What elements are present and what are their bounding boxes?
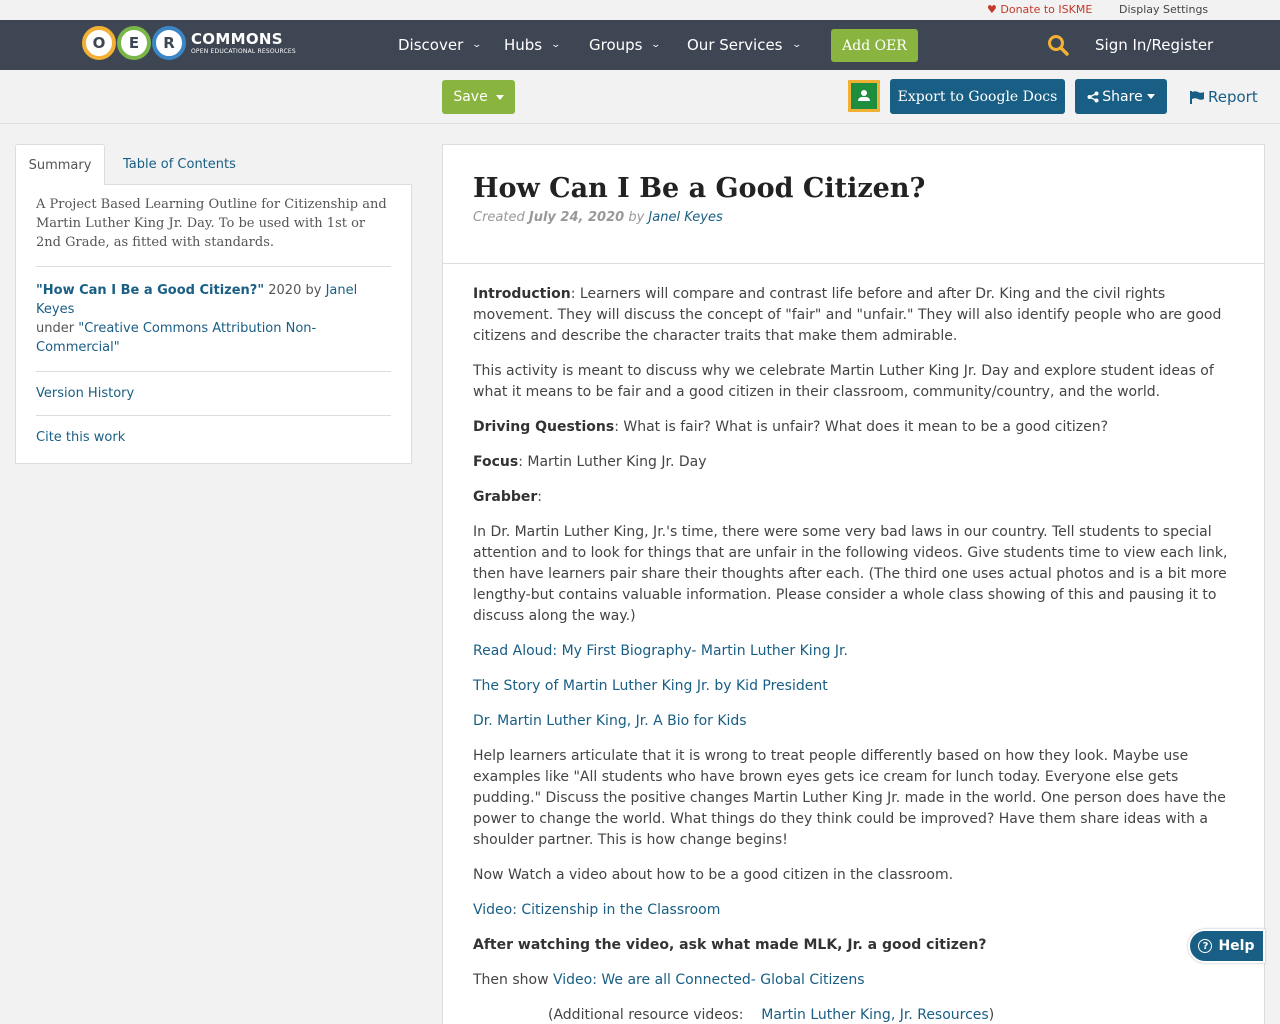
question-icon: ?: [1198, 939, 1212, 953]
link-paragraph: [473, 711, 1234, 732]
after-watching-paragraph: [473, 935, 1234, 956]
nav-our-services[interactable]: [687, 36, 800, 54]
driving-questions-label: Driving Questions: [473, 419, 615, 435]
utility-bar: [0, 0, 1280, 20]
nav-groups[interactable]: [589, 36, 660, 54]
nav-discover-label: Discover: [398, 36, 464, 54]
driving-questions-text: : What is fair? What is unfair? What does it mean to be a good citizen?: [614, 419, 1109, 435]
then-show-paragraph: [473, 970, 1234, 991]
flag-icon: [1190, 91, 1204, 104]
nav-discover[interactable]: [398, 36, 481, 54]
grabber-colon: :: [537, 489, 543, 505]
page-title: How Can I Be a Good Citizen?: [473, 173, 926, 204]
additional-resources-paragraph: [473, 1005, 1234, 1024]
export-google-docs-button[interactable]: Export to Google Docs: [890, 79, 1065, 114]
nav-groups-label: Groups: [589, 36, 643, 54]
summary-sidebar: [15, 144, 412, 464]
then-show-text: Then show: [473, 972, 549, 988]
attribution-title-link[interactable]: "How Can I Be a Good Citizen?": [36, 283, 265, 298]
report-link[interactable]: [1190, 88, 1258, 106]
share-button[interactable]: [1075, 79, 1167, 114]
link-paragraph: [473, 900, 1234, 921]
donate-label: Donate to ISKME: [1000, 3, 1093, 16]
navbar: [0, 20, 1280, 70]
after-watching-text: After watching the video, ask what made MLK, Jr. a good citizen?: [473, 937, 987, 953]
search-icon[interactable]: [1047, 34, 1069, 56]
donate-link[interactable]: [987, 3, 1092, 16]
author-link[interactable]: Janel Keyes: [648, 210, 723, 225]
save-button[interactable]: [442, 80, 515, 114]
chevron-down-icon: ⌄: [471, 40, 483, 50]
by-label: by: [628, 210, 645, 225]
sidebar-tabs: [15, 144, 412, 184]
save-label: Save: [453, 89, 488, 105]
share-label: Share: [1102, 88, 1143, 105]
logo-tagline: OPEN EDUCATIONAL RESOURCES: [191, 47, 296, 55]
created-date: July 24, 2020: [528, 210, 625, 225]
google-classroom-icon[interactable]: [848, 80, 880, 112]
intro-text: : Learners will compare and contrast life before and after Dr. King and the civil rights movement. They will discuss the concept of "fair" and "unfair." They will also identify people who are good citizens and describe the character traits that make them admirable.: [473, 286, 1222, 344]
resource-header: [443, 145, 1264, 264]
help-learners-paragraph: Help learners articulate that it is wrong to treat people differently based on how they look. Maybe use examples like "All students who have brown eyes gets ice cream for lunch today. Everyone else gets pudding." Discuss the positive changes Martin Luther King Jr. made in the world. One person does have the power to change the world. What things do they think could be improved? Have them share ideas with a shoulder partner. This is how change begins!: [473, 748, 1226, 848]
add-oer-button[interactable]: Add OER: [831, 29, 918, 62]
resource-meta: [473, 210, 1234, 225]
chevron-down-icon: ⌄: [791, 40, 802, 50]
additional-suffix: ): [988, 1007, 995, 1023]
link-paragraph: [473, 676, 1234, 697]
driving-questions-paragraph: [473, 417, 1234, 438]
logo-letter-e: E: [117, 26, 151, 60]
focus-paragraph: [473, 452, 1234, 473]
intro-label: Introduction: [473, 286, 571, 302]
mlk-resources-link[interactable]: Martin Luther King, Jr. Resources: [761, 1007, 989, 1023]
google-classroom-icon-inner: [851, 83, 877, 109]
grabber-label: Grabber: [473, 489, 538, 505]
resource-body: [443, 264, 1264, 1024]
activity-paragraph: This activity is meant to discuss why we celebrate Martin Luther King Jr. Day and explore student ideas of what it means to be fair and a good citizen in their classroom, community/country, and the world.: [473, 363, 1214, 400]
attribution-year-by: 2020 by: [268, 283, 322, 298]
sign-in-register-link[interactable]: Sign In/Register: [1095, 36, 1214, 54]
read-aloud-link[interactable]: Read Aloud: My First Biography- Martin Luther King Jr.: [473, 643, 848, 659]
resource-toolbar: [0, 70, 1280, 124]
nav-hubs-label: Hubs: [504, 36, 543, 54]
cite-this-work-link[interactable]: Cite this work: [36, 430, 126, 445]
grabber-text: In Dr. Martin Luther King, Jr.'s time, there were some very bad laws in our country. Tell students to special attention and to look for things that are unfair in the following videos. Give students time to view each link, then have learners pair share their thoughts after each. (The third one uses actual photos and is a bit more lengthy-but contains valuable information. Please consider a whole class showing of this and pausing it to discuss along the way.): [473, 524, 1228, 624]
logo-letter-o: O: [82, 26, 116, 60]
help-button[interactable]: [1188, 929, 1265, 963]
focus-label: Focus: [473, 454, 519, 470]
focus-text: : Martin Luther King Jr. Day: [518, 454, 707, 470]
display-settings-link[interactable]: Display Settings: [1119, 3, 1209, 16]
created-label: Created: [473, 210, 525, 225]
additional-prefix: (Additional resource videos:: [548, 1007, 744, 1023]
attribution: [36, 267, 391, 372]
oer-commons-logo[interactable]: [82, 25, 296, 61]
heart-icon: ♥: [987, 3, 997, 16]
intro-paragraph: [473, 284, 1234, 347]
citizenship-video-link[interactable]: Video: Citizenship in the Classroom: [473, 902, 721, 918]
summary-panel: [15, 184, 412, 464]
attribution-under: under: [36, 321, 75, 336]
logo-wordmark: [191, 29, 296, 55]
tab-summary[interactable]: Summary: [15, 144, 105, 185]
grabber-paragraph: [473, 487, 1234, 508]
watch-video-paragraph: Now Watch a video about how to be a good citizen in the classroom.: [473, 867, 954, 883]
caret-down-icon: [1147, 94, 1155, 99]
tab-table-of-contents[interactable]: Table of Contents: [123, 156, 236, 172]
report-label: Report: [1208, 88, 1258, 106]
global-citizens-link[interactable]: Video: We are all Connected- Global Citizens: [553, 972, 865, 988]
share-icon: [1087, 91, 1099, 103]
logo-name: COMMONS: [191, 29, 283, 48]
chevron-down-icon: ⌄: [650, 40, 662, 50]
caret-down-icon: [496, 95, 504, 100]
link-paragraph: [473, 641, 1234, 662]
version-history-link[interactable]: Version History: [36, 372, 391, 416]
help-label: Help: [1218, 938, 1255, 954]
attribution-author-link[interactable]: Janel Keyes: [36, 283, 358, 317]
license-link[interactable]: "Creative Commons Attribution Non-Commercial": [36, 321, 317, 355]
nav-our-services-label: Our Services: [687, 36, 783, 54]
resource-main: [442, 144, 1265, 1024]
bio-for-kids-link[interactable]: Dr. Martin Luther King, Jr. A Bio for Kids: [473, 713, 747, 729]
nav-hubs[interactable]: [504, 36, 560, 54]
chevron-down-icon: ⌄: [550, 40, 562, 50]
kid-president-link[interactable]: The Story of Martin Luther King Jr. by Kid President: [473, 678, 828, 694]
logo-letter-r: R: [152, 26, 186, 60]
resource-description: A Project Based Learning Outline for Citizenship and Martin Luther King Jr. Day. To be used with 1st or 2nd Grade, as fitted with standards.: [36, 195, 391, 267]
